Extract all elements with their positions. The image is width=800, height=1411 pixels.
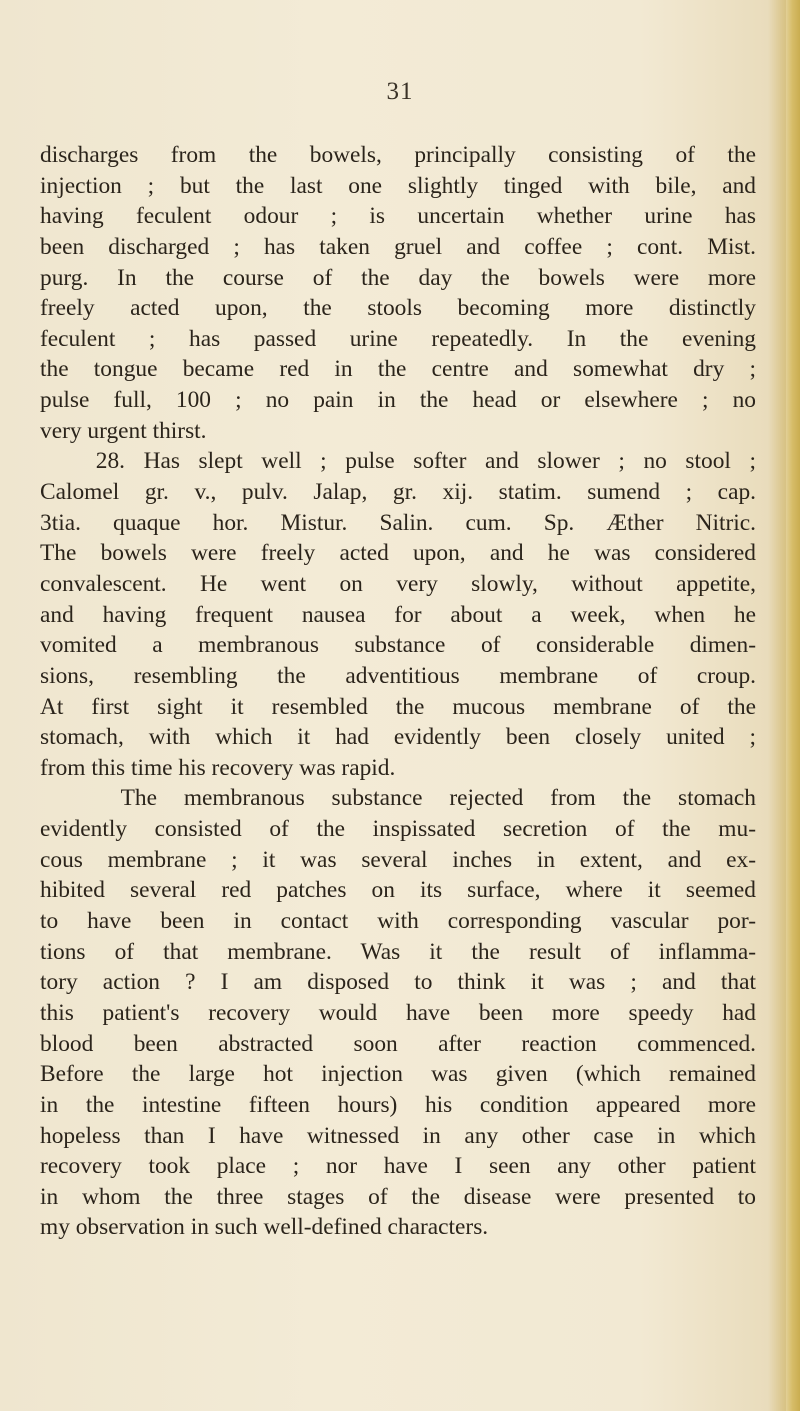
text-line: hibited several red patches on its surface, where it seemed: [40, 877, 756, 904]
text-line: cous membrane ; it was several inches in extent, and ex-: [40, 846, 756, 873]
text-line: very urgent thirst.: [40, 417, 207, 444]
text-line: stomach, with which it had evidently been closely united ;: [40, 724, 756, 751]
text-line: in the intestine fifteen hours) his condition appeared more: [40, 1091, 756, 1118]
text-line: purg. In the course of the day the bowels were more: [40, 264, 756, 291]
text-line: 3tia. quaque hor. Mistur. Salin. cum. Sp. Æther Nitric.: [40, 509, 756, 536]
body-text: [40, 140, 756, 1243]
text-line: to have been in contact with corresponding vascular por-: [40, 908, 756, 935]
text-line: Before the large hot injection was given (which remained: [40, 1061, 756, 1088]
text-line: 28. Has slept well ; pulse softer and slower ; no stool ;: [40, 448, 756, 475]
text-line: and having frequent nausea for about a week, when he: [40, 601, 756, 628]
text-line: blood been abstracted soon after reaction commenced.: [40, 1030, 756, 1057]
text-line: tions of that membrane. Was it the result of inflamma-: [40, 938, 756, 965]
text-line: freely acted upon, the stools becoming more distinctly: [40, 295, 756, 322]
text-line: hopeless than I have witnessed in any other case in which: [40, 1122, 756, 1149]
text-line: At first sight it resembled the mucous membrane of the: [40, 693, 756, 720]
text-line: in whom the three stages of the disease were presented to: [40, 1183, 756, 1210]
text-line: the tongue became red in the centre and somewhat dry ;: [40, 356, 756, 383]
text-line: been discharged ; has taken gruel and coffee ; cont. Mist.: [40, 233, 756, 260]
text-line: Calomel gr. v., pulv. Jalap, gr. xij. statim. sumend ; cap.: [40, 479, 756, 506]
text-line: my observation in such well-defined characters.: [40, 1214, 489, 1241]
text-line: discharges from the bowels, principally consisting of the: [40, 142, 756, 168]
text-line: The bowels were freely acted upon, and he was considered: [40, 540, 756, 567]
text-line: convalescent. He went on very slowly, without appetite,: [40, 570, 756, 597]
text-line: having feculent odour ; is uncertain whether urine has: [40, 203, 756, 230]
text-line: tory action ? I am disposed to think it was ; and that: [40, 969, 756, 996]
page-edge-binding: [786, 0, 800, 1411]
text-line: vomited a membranous substance of considerable dimen-: [40, 632, 756, 659]
text-line: sions, resembling the adventitious membrane of croup.: [40, 662, 756, 689]
page-number: 31: [386, 78, 414, 105]
text-line: from this time his recovery was rapid.: [40, 754, 396, 781]
text-line: The membranous substance rejected from the stomach: [40, 785, 756, 812]
text-line: pulse full, 100 ; no pain in the head or elsewhere ; no: [40, 387, 756, 414]
text-line: injection ; but the last one slightly tinged with bile, and: [40, 172, 756, 199]
text-line: evidently consisted of the inspissated secretion of the mu-: [40, 816, 756, 843]
text-line: feculent ; has passed urine repeatedly. In the evening: [40, 325, 756, 352]
text-line: this patient's recovery would have been more speedy had: [40, 999, 756, 1026]
text-line: recovery took place ; nor have I seen any other patient: [40, 1153, 756, 1180]
